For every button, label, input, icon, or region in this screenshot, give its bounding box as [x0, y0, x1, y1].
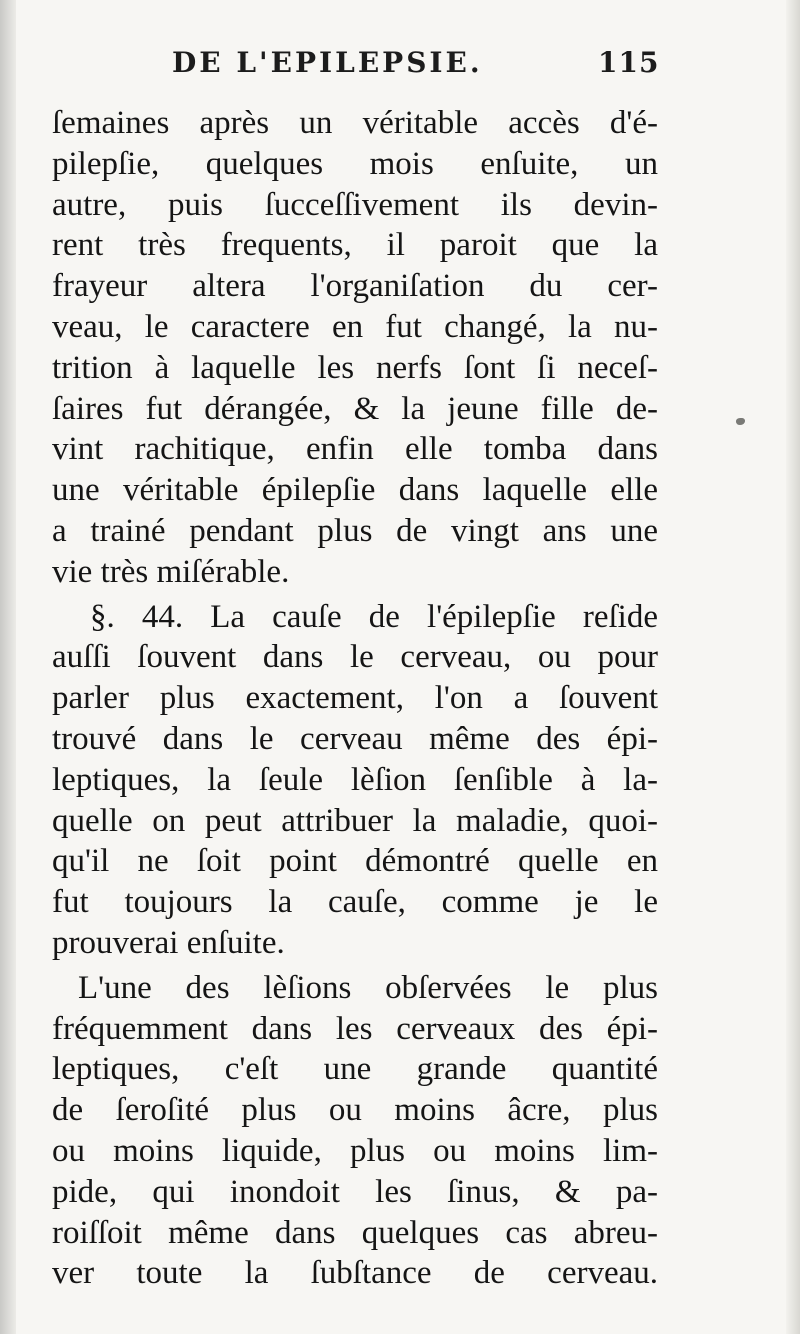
paragraph-1 — [52, 103, 658, 593]
text-line: rent très frequents, il paroit que la — [52, 227, 658, 264]
text-line: une véritable épilepſie dans laquelle elle — [52, 472, 658, 509]
text-line: quelle on peut attribuer la maladie, quoi- — [52, 802, 658, 839]
text-line: leptiques, la ſeule lèſion ſenſible à la- — [52, 761, 658, 798]
text-line: frayeur altera l'organiſation du cer- — [52, 268, 658, 305]
page-right-edge — [786, 0, 800, 1334]
text-line: de ſeroſité plus ou moins âcre, plus — [52, 1092, 658, 1129]
text-line: roiſſoit même dans quelques cas abreu- — [52, 1214, 658, 1251]
page-left-edge — [0, 0, 16, 1334]
text-line: ou moins liquide, plus ou moins lim- — [52, 1132, 658, 1169]
text-line: auſſi ſouvent dans le cerveau, ou pour — [52, 639, 658, 676]
text-line: trition à laquelle les nerfs ſont ſi neceſ- — [52, 349, 658, 386]
text-line: qu'il ne ſoit point démontré quelle en — [52, 843, 658, 880]
paragraph-3 — [52, 968, 658, 1294]
text-line: ver toute la ſubſtance de cerveau. — [52, 1255, 658, 1292]
running-head — [0, 46, 800, 86]
text-line: ſaires fut dérangée, & la jeune fille de- — [52, 390, 658, 427]
text-line: parler plus exactement, l'on a ſouvent — [52, 680, 658, 717]
text-line: ſemaines après un véritable accès d'é- — [52, 105, 658, 141]
text-line: autre, puis ſucceſſivement ils devin- — [52, 186, 658, 223]
text-line: leptiques, c'eſt une grande quantité — [52, 1051, 658, 1088]
running-title: DE L'EPILEPSIE. — [172, 46, 483, 79]
text-line: L'une des lèſions obſervées le plus — [78, 969, 658, 1006]
page-number: 115 — [598, 46, 660, 79]
text-line: prouverai enſuite. — [52, 924, 285, 961]
text-line: fréquemment dans les cerveaux des épi- — [52, 1010, 658, 1047]
text-line: pide, qui inondoit les ſinus, & pa- — [52, 1173, 658, 1210]
text-line: fut toujours la cauſe, comme je le — [52, 884, 658, 921]
text-line: pilepſie, quelques mois enſuite, un — [52, 145, 658, 182]
text-line: trouvé dans le cerveau même des épi- — [52, 720, 658, 757]
text-line: §. 44. La cauſe de l'épilepſie reſide — [90, 598, 658, 635]
text-line: vint rachitique, enfin elle tomba dans — [52, 431, 658, 468]
text-line: veau, le caractere en fut changé, la nu- — [52, 308, 658, 345]
paragraph-2 — [52, 597, 658, 964]
text-line: vie très miſérable. — [52, 553, 290, 590]
text-line: a trainé pendant plus de vingt ans une — [52, 512, 658, 549]
body-text — [52, 103, 658, 1294]
